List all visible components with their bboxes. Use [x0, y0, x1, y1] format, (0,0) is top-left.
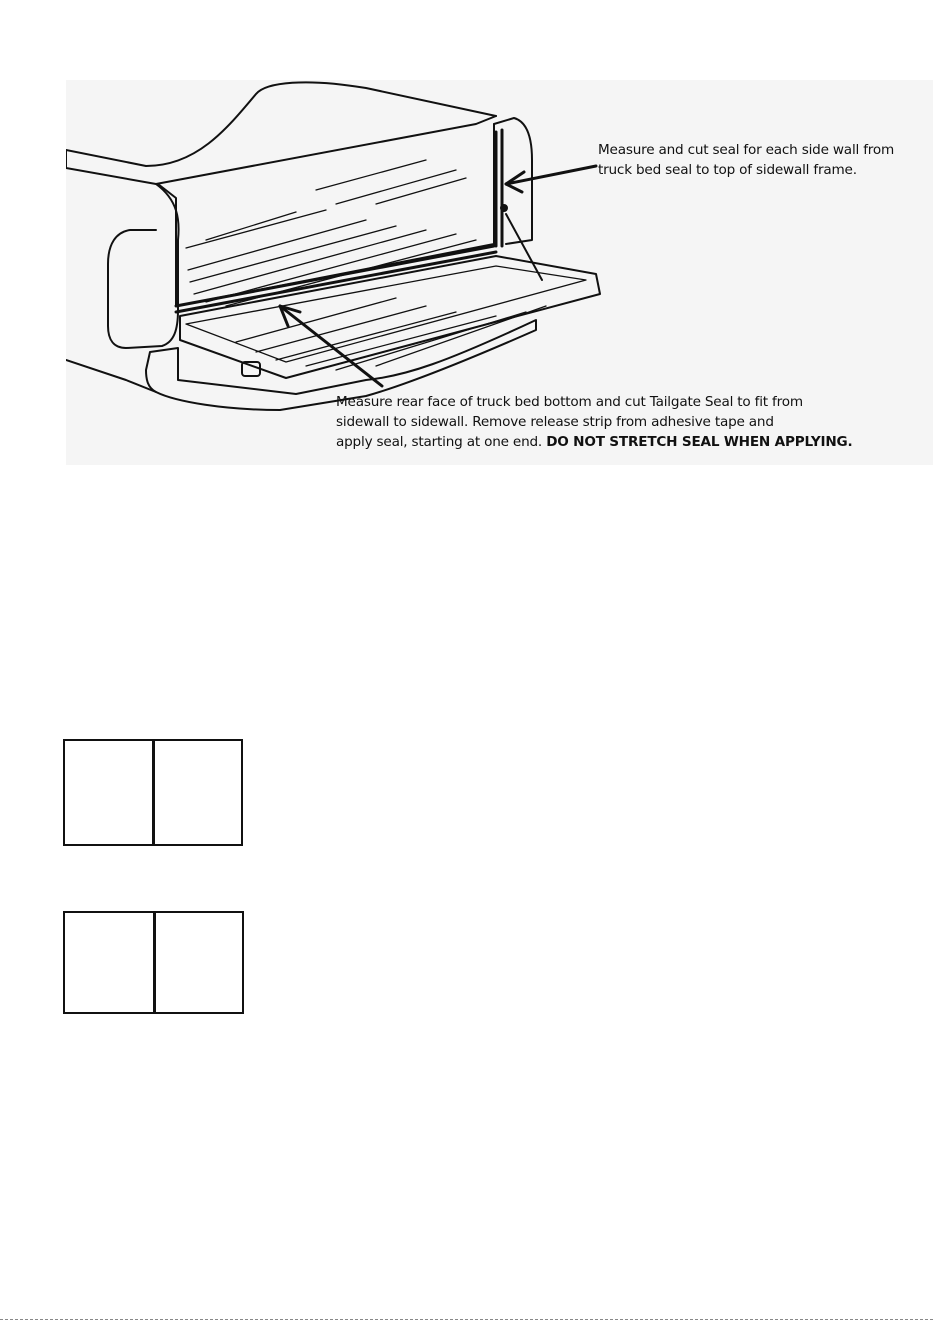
callout-tailgate-line-3-text: apply seal, starting at one end.: [336, 434, 547, 450]
box-2-divider: [153, 913, 156, 1012]
sidewall-seal: [496, 130, 502, 246]
callout-tailgate-line-3: [336, 432, 896, 452]
arrow-tailgate: [280, 306, 382, 386]
truck-bed-lower-seal: [176, 246, 496, 312]
callout-sidewall-seal: [598, 140, 928, 180]
rear-body: [108, 184, 179, 348]
body-side: [66, 360, 156, 392]
arrow-sidewall: [506, 166, 596, 192]
callout-sidewall-line-2: truck bed seal to top of sidewall frame.: [598, 162, 857, 178]
callout-tailgate-line-1: Measure rear face of truck bed bottom and cut Tailgate Seal to fit from: [336, 394, 803, 410]
cab-outline: [66, 82, 496, 166]
callout-tailgate-line-2: sidewall to sidewall. Remove release strip from adhesive tape and: [336, 414, 774, 430]
box-1-divider: [152, 741, 155, 844]
empty-two-panel-box-1: [63, 739, 243, 846]
page-bottom-dashed-rule: [0, 1319, 933, 1320]
callout-tailgate-seal: [336, 392, 896, 452]
callout-sidewall-line-1: Measure and cut seal for each side wall from: [598, 142, 895, 158]
tailgate-outline: [180, 256, 600, 378]
bed-rail-left: [66, 116, 496, 184]
empty-two-panel-box-2: [63, 911, 244, 1014]
callout-tailgate-warning: DO NOT STRETCH SEAL WHEN APPLYING.: [546, 434, 853, 450]
